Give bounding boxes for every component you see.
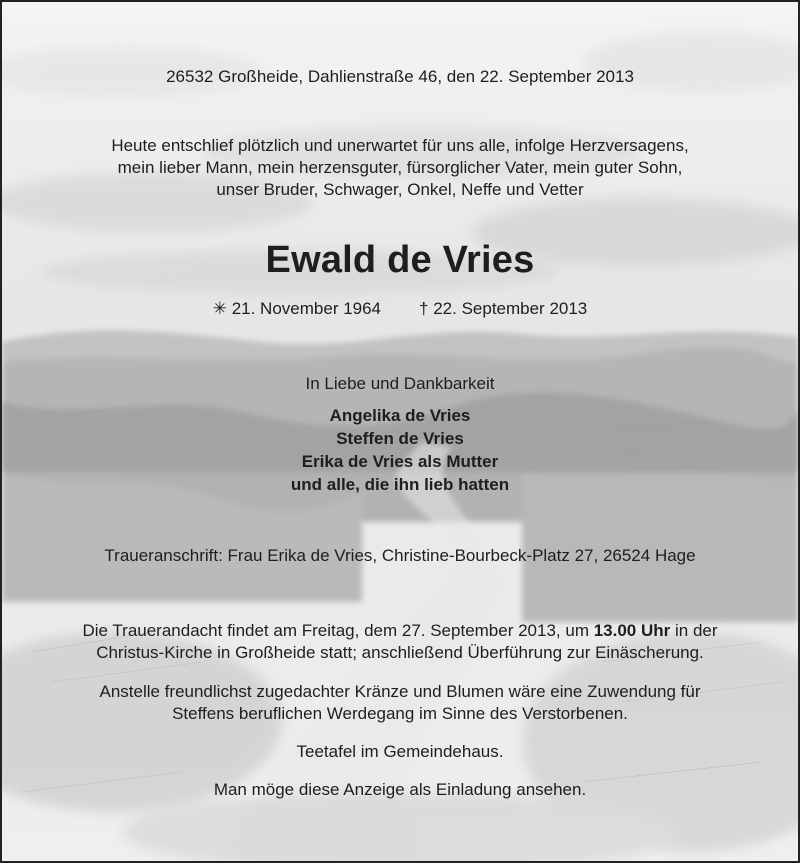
intro-line-2: mein lieber Mann, mein herzensguter, fürsorglicher Vater, mein guter Sohn,	[117, 158, 683, 177]
tea-notice: Teetafel im Gemeindehaus.	[296, 742, 504, 761]
death-date: † 22. September 2013	[419, 299, 588, 318]
notice-text	[2, 2, 798, 861]
deceased-name: Ewald de Vries	[265, 239, 535, 281]
mourner-name: Steffen de Vries	[336, 429, 464, 448]
service-line-2: Christus-Kirche in Großheide statt; anschließend Überführung zur Einäscherung.	[96, 643, 704, 662]
service-line-1	[2, 620, 798, 642]
place-and-date: 26532 Großheide, Dahlienstraße 46, den 22. September 2013	[166, 67, 634, 86]
mourner-name: Erika de Vries als Mutter	[301, 452, 499, 471]
mourner-name: Angelika de Vries	[329, 406, 471, 425]
mourning-address: Traueranschrift: Frau Erika de Vries, Christine-Bourbeck-Platz 27, 26524 Hage	[104, 546, 696, 565]
intro-line-1: Heute entschlief plötzlich und unerwartet für uns alle, infolge Herzversagens,	[111, 136, 689, 155]
service-text-before: Die Trauerandacht findet am Freitag, dem 27. September 2013, um	[82, 621, 594, 640]
donation-line-2: Steffens beruflichen Werdegang im Sinne des Verstorbenen.	[172, 704, 628, 723]
service-text-after: in der	[670, 621, 718, 640]
intro-line-3: unser Bruder, Schwager, Onkel, Neffe und Vetter	[216, 180, 584, 199]
mourner-name: und alle, die ihn lieb hatten	[290, 475, 510, 494]
closing-note: Man möge diese Anzeige als Einladung ansehen.	[213, 780, 587, 799]
mourners-intro: In Liebe und Dankbarkeit	[305, 374, 495, 393]
birth-date: ✳ 21. November 1964	[212, 299, 382, 318]
life-dates	[2, 298, 798, 320]
donation-line-1: Anstelle freundlichst zugedachter Kränze und Blumen wäre eine Zuwendung für	[99, 682, 701, 701]
service-time: 13.00 Uhr	[593, 621, 671, 640]
